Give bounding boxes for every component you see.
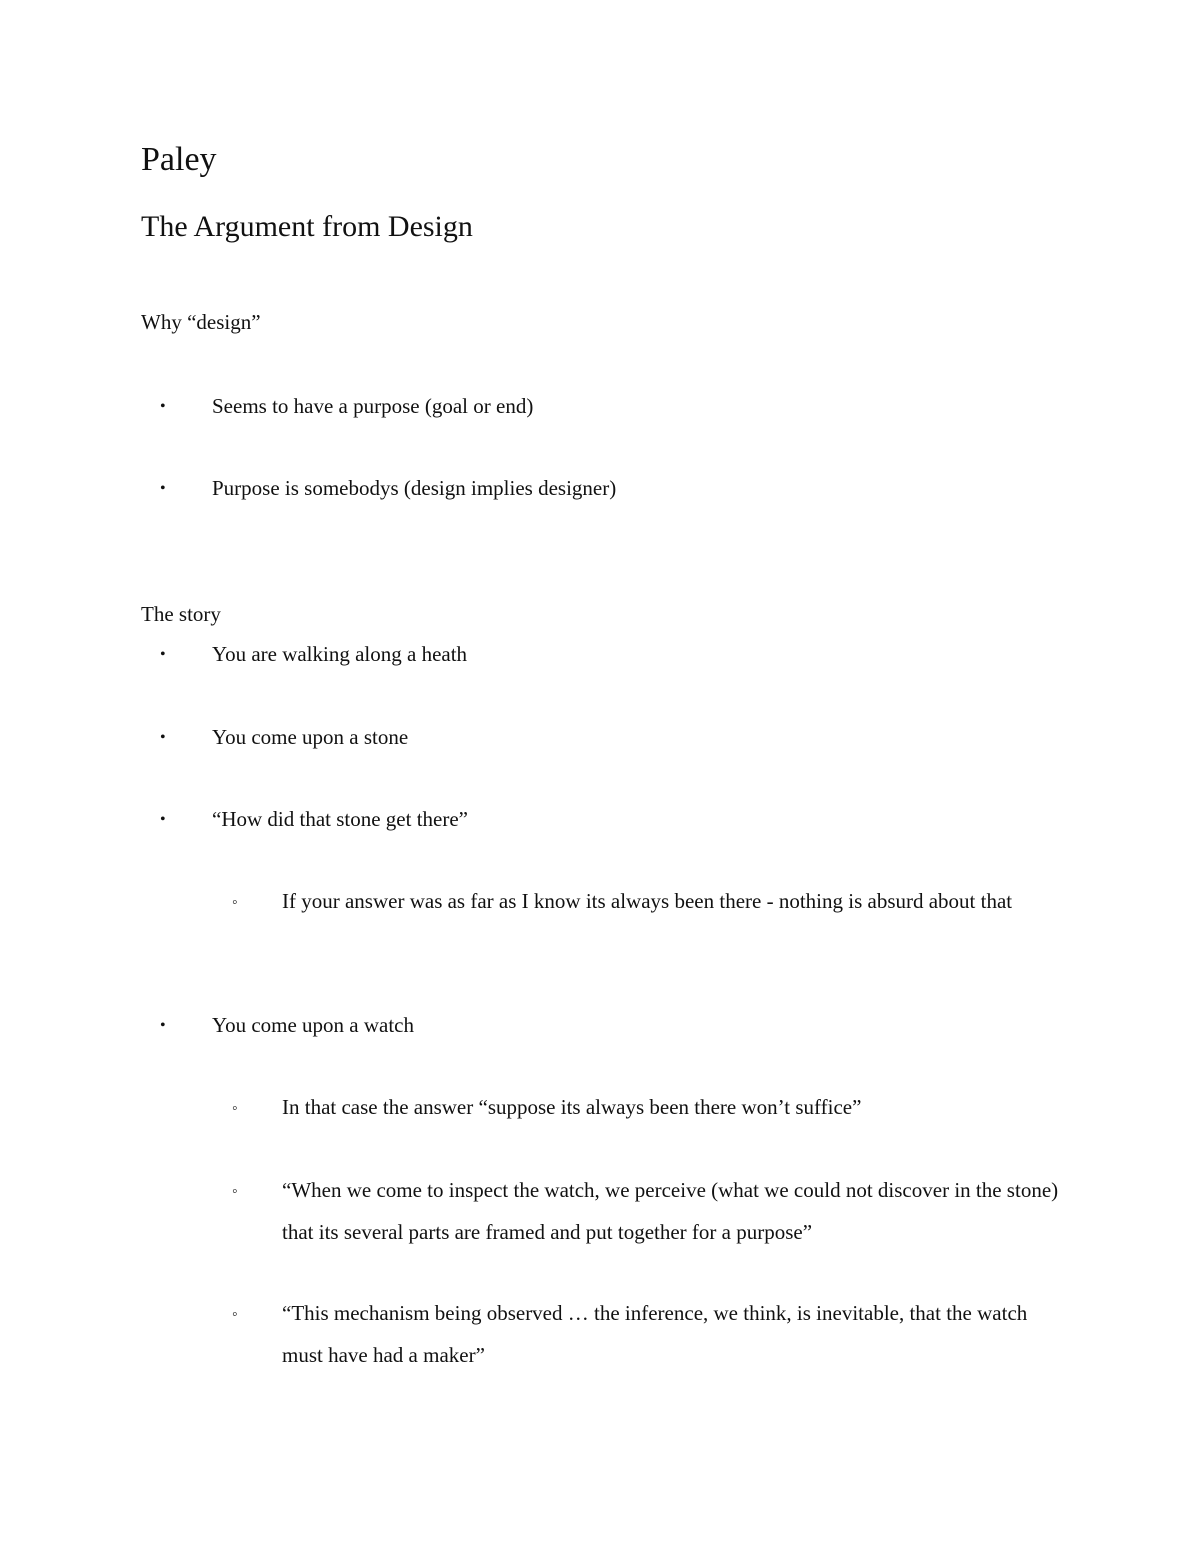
sub-list-item: If your answer was as far as I know its always been there - nothing is absurd about that [282,889,1013,913]
sub-bullet-marker: ◦ [232,1306,238,1323]
sub-bullet-marker: ◦ [232,1100,238,1117]
sub-list-item: In that case the answer “suppose its always been there won’t suffice” [282,1095,862,1119]
page-subtitle: The Argument from Design [141,210,473,243]
bullet-marker: • [160,811,166,828]
list-item: You are walking along a heath [212,642,468,666]
section-heading-why-design: Why “design” [141,310,261,334]
bullet-marker: • [160,1017,166,1034]
sub-list-item: “When we come to inspect the watch, we perceive (what we could not discover in the stone) that its several parts are framed and put together for a purpose” [282,1178,1059,1244]
list-item: “How did that stone get there” [212,807,468,831]
section-heading-the-story: The story [141,602,221,626]
bullet-marker: • [160,646,166,663]
sub-bullet-marker: ◦ [232,894,238,911]
list-item: You come upon a watch [212,1013,415,1037]
list-item: Seems to have a purpose (goal or end) [212,394,534,418]
sub-list-item: “This mechanism being observed … the inference, we think, is inevitable, that the watch must have had a maker” [282,1301,1028,1367]
list-item: Purpose is somebodys (design implies designer) [212,476,617,500]
sub-bullet-marker: ◦ [232,1183,238,1200]
bullet-marker: • [160,729,166,746]
bullet-marker: • [160,480,166,497]
page-title: Paley [141,141,217,178]
list-item: You come upon a stone [212,725,409,749]
bullet-marker: • [160,398,166,415]
